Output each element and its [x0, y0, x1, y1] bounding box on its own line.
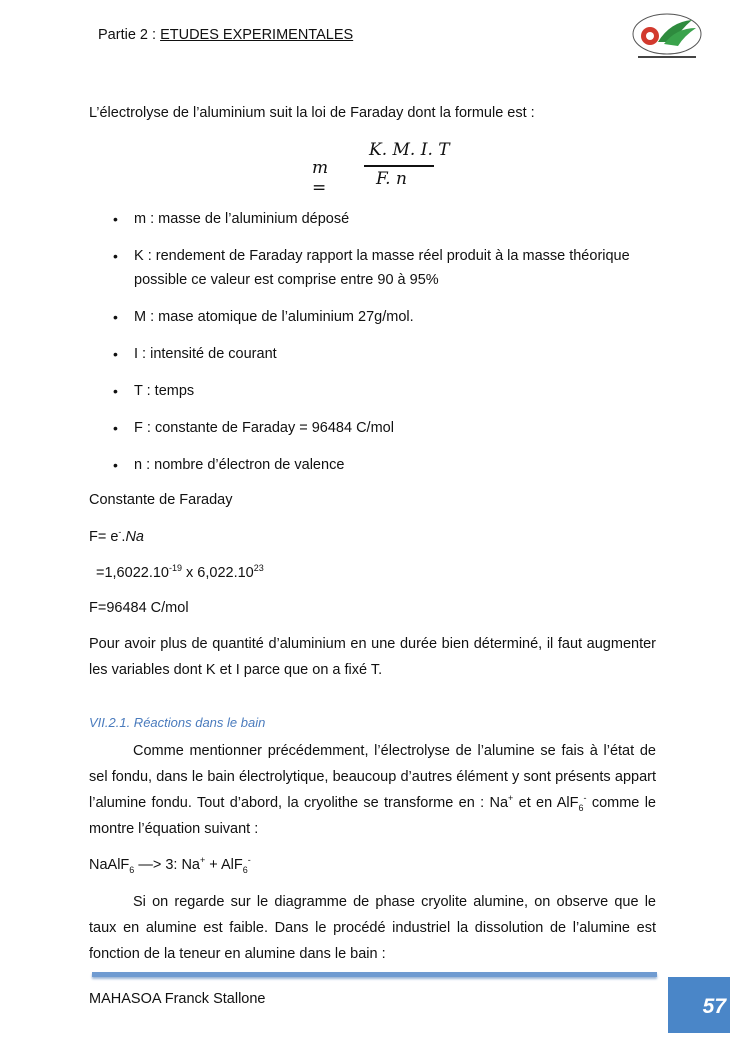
- list-item: • m : masse de l’aluminium déposé: [113, 207, 658, 231]
- eq-part: NaAlF: [89, 857, 130, 873]
- eq2-part: x 6,022.10: [182, 565, 254, 581]
- eq1-part: F= e: [89, 529, 119, 545]
- list-item: • K : rendement de Faraday rapport la masse réel produit à la masse théorique possible ce valeur est comprise entre 90 à 95%: [113, 244, 658, 292]
- paragraph-diagram: Si on regarde sur le diagramme de phase cryolite alumine, on observe que le taux en alumine est faible. Dans le procédé industriel la dissolution de l’alumine est fonction de la teneur en alumine dans le bain :: [89, 894, 656, 962]
- section-heading: VII.2.1. Réactions dans le bain: [89, 715, 266, 730]
- header-title: ETUDES EXPERIMENTALES: [160, 27, 354, 43]
- list-item: • I : intensité de courant: [113, 342, 658, 366]
- list-item: • F : constante de Faraday = 96484 C/mol: [113, 416, 658, 440]
- eq-sup: +: [200, 855, 206, 866]
- eq1-sup: -: [118, 527, 122, 538]
- header-prefix: Partie 2 :: [98, 27, 161, 43]
- fraction-bar: [364, 165, 434, 167]
- cryolite-equation: [89, 857, 251, 873]
- p2-sup: -: [583, 793, 587, 804]
- variable-list: [113, 207, 658, 490]
- eq-sup: -: [247, 855, 251, 866]
- footer-author: MAHASOA Franck Stallone: [89, 991, 266, 1007]
- formula-numerator: K. M. I. T: [369, 140, 450, 160]
- eq-sub: 6: [129, 864, 135, 875]
- faraday-equation-1: [89, 529, 144, 545]
- p2-text: comme le montre l’équation suivant :: [89, 795, 656, 837]
- faraday-constant-title: Constante de Faraday: [89, 492, 233, 508]
- eq2-sup: -19: [168, 563, 182, 574]
- eq-part: —> 3: Na: [134, 857, 200, 873]
- eq-sub: 6: [242, 864, 248, 875]
- page-header: [98, 27, 353, 43]
- list-item: • T : temps: [113, 379, 658, 403]
- paragraph-reactions: [89, 738, 656, 842]
- institution-logo-icon: [630, 12, 704, 62]
- intro-text: L’électrolyse de l’aluminium suit la loi de Faraday dont la formule est :: [89, 105, 535, 121]
- p2-sup: +: [508, 793, 514, 804]
- eq2-part: =1,6022.10: [96, 565, 169, 581]
- eq-part: + AlF: [205, 857, 243, 873]
- p2-sub: 6: [578, 802, 584, 813]
- page-number: 57: [702, 995, 726, 1018]
- eq1-dot: .: [121, 529, 126, 545]
- eq1-na: Na: [125, 529, 144, 545]
- paragraph-quantity: Pour avoir plus de quantité d’aluminium en une durée bien déterminé, il faut augmenter les variables dont K et I parce que on a fixé T.: [89, 636, 656, 678]
- p2-text: Comme mentionner précédemment, l’électrolyse de l’alumine se fais à l’état de sel fondu, dans le bain électrolytique, beaucoup d’autres élément y sont présents appart l’alumine fondu. Tout d’abord, la cryolithe se transforme en : Na: [89, 743, 656, 811]
- formula-denominator: F. n: [376, 169, 407, 189]
- footer-divider: [92, 972, 657, 977]
- faraday-result: F=96484 C/mol: [89, 600, 189, 616]
- formula-lhs: m =: [312, 158, 329, 198]
- list-item: • M : mase atomique de l’aluminium 27g/mol.: [113, 305, 658, 329]
- p2-text: et en AlF: [513, 795, 579, 811]
- eq2-sup: 23: [253, 563, 264, 574]
- list-item: • n : nombre d’électron de valence: [113, 453, 658, 477]
- faraday-equation-2: [96, 565, 264, 581]
